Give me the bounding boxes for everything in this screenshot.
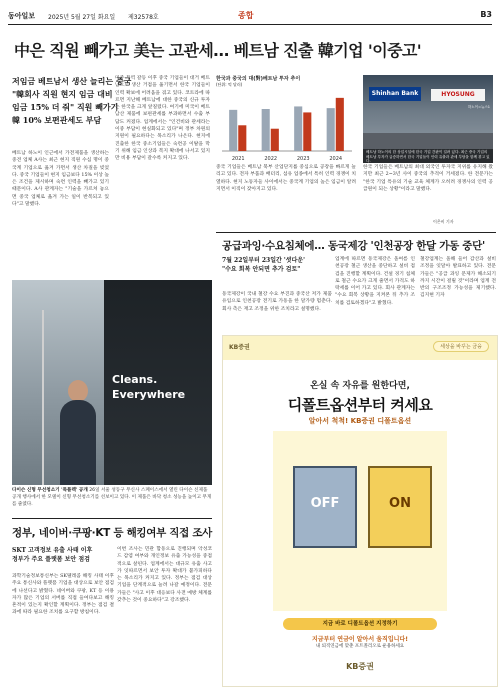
story1-body-col3: 중국 기업들은 베트남 북부 산업단지를 중심으로 공장을 빠르게 늘리고 있다. 전자 부품과 배터리, 섬유 업종에서 특히 인력 경쟁이 치열하다. 현지 노동자들 사이에서는 중국계 기업의 높은 임금이 알려지면서 이직이 잦아지고 있다.: [216, 165, 356, 192]
story2-body-col1: 과학기술정보통신부는 SK텔레콤 해킹 사태 이후 주요 통신사와 플랫폼 기업을 대상으로 보안 점검에 나선다고 밝혔다. 네이버와 쿠팡, KT 등 이용자가 많은 기업의 서버를 직접 들여다보고 해킹 흔적이 있는지 확인할 계획이다. 정부는 점검 결과에 따라 필요한 조치를 요구할 방침이다.: [12, 574, 114, 616]
chart-unit: (단위: 억 달러): [216, 82, 243, 87]
masthead: [8, 6, 492, 25]
paper-name: 동아일보: [8, 12, 36, 20]
story3-body-col2: 업계에 따르면 동국제강은 올여름 인천공장 철근 생산을 중단하고 설비 점검을 진행할 계획이다. 건설 경기 침체로 철근 수요가 크게 줄면서 가격도 하락세를 이어 가고 있다. 회사 관계자는 "수요 회복 상황을 지켜본 뒤 추가 조치를 검토하겠다"고 밝혔다.: [335, 257, 415, 306]
story1-body-col4: 한국 기업들은 베트남의 최대 외국인 투자국 지위를 유지해 왔지만 최근 2~3년 사이 중국의 추격이 거세졌다. 한 전문가는 "한국 기업 특유의 기술 교육 체계가 오히려 경쟁사의 인력 공급원이 되는 상황"이라고 말했다.: [363, 165, 493, 192]
ad-footer-line-1: 지금부터 연금이 알아서 움직입니다!: [312, 636, 408, 643]
ad-headline-3: 알아서 척척! KB증권 디폴트옵션: [308, 417, 412, 425]
story3-body-col3: [420, 256, 496, 331]
kb-advertisement[interactable]: [222, 335, 498, 687]
story2-lede: [12, 546, 114, 564]
ad-illustration: [273, 431, 447, 611]
story1-body-col1: 베트남 하노이 인근에서 가전제품을 생산하는 중견 업체 A사는 최근 현지 직원 수십 명이 중국계 기업으로 옮겨 가면서 생산 차질을 빚었다. 중국 기업들이 현지 임금보다 15% 이상 높은 조건을 제시하며 숙련 인력을 빼가고 있기 때문이다. A사 관계자는 "기술을 가르쳐 놓으면 중국 업체로 옮겨 가는 일이 반복되고 있다"고 말했다.: [12, 151, 109, 208]
bar-중국-2022: [271, 129, 279, 151]
vacuum-caption: [12, 487, 212, 508]
story3-headline: 공급과잉·수요침체에… 동국제강 '인천공장 한달 가동 중단': [222, 240, 485, 252]
bar-한국-2021: [229, 110, 237, 151]
x-tick-label: 2021: [231, 156, 245, 162]
bank-signs-photo: [363, 75, 493, 163]
divider: [216, 232, 496, 233]
story1-lede: [12, 75, 132, 127]
story3-text: 철강업계는 올해 들어 감산과 설비 조정을 잇달아 발표하고 있다. 전문가들은 "공급 과잉 문제가 해소되기까지 시간이 걸릴 것"이라며 업계 전반의 구조조정 가능성을 제기했다.: [420, 257, 496, 292]
lede-line: SKT 고객정보 유출 사태 이후: [12, 547, 93, 554]
bar-한국-2024: [327, 108, 335, 151]
ad-headline-2: 디폴트옵션부터 켜세요: [287, 396, 433, 414]
display-text: Everywhere: [112, 388, 186, 401]
section-label: 종합: [238, 11, 254, 20]
story2-body-col2: 이번 조사는 민관 합동으로 진행되며 악성코드 감염 여부와 개인정보 유출 가능성을 중점적으로 살핀다. 업계에서는 대규모 유출 사고가 잇따르면서 보안 투자 확대가 불가피하다는 목소리가 커지고 있다. 정부는 점검 대상 기업을 단계적으로 늘려 나갈 예정이다. 전문가들은 "사고 이후 대응보다 사전 예방 체계를 갖추는 것이 중요하다"고 강조했다.: [117, 547, 212, 604]
on-switch-icon: [368, 466, 432, 548]
off-label: OFF: [310, 496, 340, 511]
lede-line: "수요 회복 안되면 추가 검토": [222, 266, 301, 273]
bar-한국-2022: [262, 109, 270, 151]
caption-body: 26일 서울 성동구 무신사 스페이스에서 열린 다이슨 신제품 공개 행사에서 한 모델이 신형 무선청소기를 선보이고 있다. 이 제품은 바닥 청소 성능을 높이고 무게를 줄였다.: [12, 488, 212, 507]
caption-title: 다이슨 신형 무선청소기 '특플렉' 공개: [12, 488, 88, 493]
page-number: B3: [480, 10, 492, 19]
photo-caption: 베트남 하노이의 한 상업시설에 한국 기업 간판이 걸려 있다. 최근 중국 기업의 베트남 투자가 급증하면서 한국 기업들이 인력 유출과 관세 부담을 함께 겪고 있다.: [363, 149, 493, 163]
hyosung-sign: HYOSUNG: [431, 89, 485, 101]
display-text: Cleans.: [112, 373, 158, 386]
bar-중국-2023: [303, 112, 311, 151]
issue-date: 2025년 5월 27일 화요일: [48, 14, 116, 21]
shinhan-sign: Shinhan Bank: [369, 87, 421, 101]
model-head: [68, 380, 88, 402]
bar-한국-2023: [294, 106, 302, 151]
x-tick-label: 2022: [264, 156, 278, 162]
story3-body-col1: 동국제강이 국내 철강 수요 부진과 중국산 저가 제품 유입으로 인천공장 전기로 가동을 한 달가량 멈춘다. 회사 측은 재고 조정을 위한 조치라고 설명했다.: [222, 292, 332, 312]
ad-logo: KB증권: [346, 662, 374, 671]
bar-중국-2021: [238, 125, 246, 151]
on-label: ON: [389, 496, 411, 511]
lede-line: "韓회사 직원 현지 임금 대비: [12, 89, 113, 99]
story2-headline: 정부, 네이버·쿠팡·KT 등 해킹여부 직접 조사: [12, 527, 213, 539]
lede-line: 임금 15% 더 줘" 직원 빼가기: [12, 102, 119, 112]
model-figure: [60, 400, 96, 485]
story3-byline: 김지현 기자: [420, 293, 445, 299]
edition-number: 제32578호: [128, 14, 159, 21]
lede-line: 저임금 베트남서 생산 늘리는 중국: [12, 76, 132, 86]
chart-title: 한국과 중국의 대(對)베트남 투자 추이: [216, 76, 301, 82]
chart-svg: [216, 87, 356, 163]
lede-line: 정부가 주요 플랫폼 보안 점검: [12, 556, 90, 563]
off-switch-icon: [293, 466, 357, 548]
photo-credit: 하노이=뉴스1: [467, 105, 490, 109]
investment-chart: [216, 75, 356, 163]
story1-body-col2: 미중 무역 갈등 이후 중국 기업들이 대거 베트남으로 생산 거점을 옮기면서 한국 기업들이 인력 확보에 어려움을 겪고 있다. 코트라에 따르면 지난해 베트남에 대한 중국의 신규 투자는 한국을 크게 앞질렀다. 여기에 미국이 베트남산 제품에 보편관세를 부과하면서 수출 부담도 커졌다. 업계에서는 "인건비와 관세라는 이중 부담이 현실화되고 있다"며 정부 차원의 지원이 필요하다는 목소리가 나온다. 현지에 진출한 한국 중소기업들은 숙련공 이탈을 막기 위해 임금 인상과 복지 확대에 나서고 있지만 비용 부담이 갈수록 커지고 있다.: [115, 76, 210, 162]
ad-headline-1: 온실 속 자유를 원한다면,: [310, 381, 410, 391]
story3-lede: [222, 256, 332, 274]
story1-byline: 이은비 기자: [433, 219, 454, 224]
story1-headline: 中은 직원 빼가고 美는 고관세… 베트남 진출 韓기업 '이중고': [14, 41, 422, 60]
divider: [12, 518, 212, 519]
x-tick-label: 2024: [329, 156, 343, 162]
bar-중국-2024: [336, 98, 344, 151]
vacuum-wand: [42, 310, 44, 485]
lede-line: 韓 10% 보편관세도 부담: [12, 115, 102, 125]
ad-tagline: 세상을 바꾸는 금융: [433, 341, 489, 352]
ad-footer-line-2: 내 퇴직연금에 맞춘 포트폴리오로 운용하세요: [315, 644, 405, 649]
x-tick-label: 2023: [296, 156, 310, 162]
ad-cta-button[interactable]: 지금 바로 디폴트옵션 지정하기: [283, 618, 437, 630]
vacuum-photo: [12, 280, 212, 485]
ad-brand: KB증권: [229, 344, 250, 351]
lede-line: 7월 22일부터 23일간 '셧다운': [222, 257, 305, 264]
